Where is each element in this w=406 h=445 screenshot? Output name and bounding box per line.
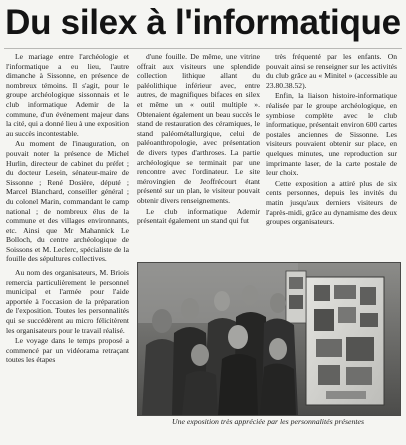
paragraph-organisers: Au nom des organisateurs, M. Briois remercia particulièrement le personnel municipal et l'armée pour l'aide apportée à l'occasion de la préparation de l'exposition. Toutes les personnalités qui se succédèrent au micro félicitèrent les organisateurs pour le travail réalisé. (6, 268, 129, 335)
display-panel (306, 277, 384, 405)
paragraph-inauguration: Au moment de l'inauguration, on pouvait noter la présence de Michel Hurlin, directeur de cabinet du préfet ; du docteur Lesein, sénateur-maire de Sissonne ; René Dosière, député ; Marcel Blanchard, conseiller général ; du colonel Marin, commandant le camp national ; de nombreux élus de la commune et des villages environnants, etc. Ainsi que Mr Mahannick Le Bolloch, du centre archéologique de Soissons et M. Leclerc, spécialiste de la fouille des sépultures collectives. (6, 139, 129, 264)
exhibition-photo (137, 262, 401, 416)
paragraph-intro: Le mariage entre l'archéologie et l'informatique a eu lieu, l'autre dimanche à Sissonne, en présence de nombreux témoins. Il s'agit, pour le groupe archéologique sissonnais et le club informatique Ademir de la commune, d'un événement majeur dans la cité, qui a donné lieu à une exposition au succès incontestable. (6, 52, 129, 138)
article-column-right (266, 52, 397, 260)
paragraph-collection: d'une fouille. De même, une vitrine offrait aux visiteurs une splendide collection lithique allant du paléolithique inférieur avec, entre autres, de magnifiques bifaces en silex et même un « outil multiple ». Obtenaient également un beau succès le stand de restauration des céramiques, le stand paléométallurgique, celui de paléoanthropologie, avec présentation de divers types d'arthroses. La partie archéologique se terminait par une rencontre avec l'ordinateur. Le site mérovingien de Jeoffrécourt étant présenté sur un plan, le visiteur pouvait obtenir divers renseignements. (137, 52, 260, 205)
photo-caption: Une exposition très appréciée par les personnalités présentes (171, 417, 365, 426)
paragraph-club: Le club informatique Ademir présentait également un stand qui fut (137, 206, 260, 226)
article-headline: Du silex à l'informatique (5, 3, 401, 42)
article-column-left (6, 52, 129, 438)
headline-rule (4, 48, 402, 49)
paragraph-attendance: Cette exposition a attiré plus de six cents personnes, depuis les invités du matin jusqu'aux derniers visiteurs de l'après-midi, grâce au dynamisme des deux groupes organisateurs. (266, 178, 397, 227)
exhibition-photo-image (138, 263, 400, 415)
article-column-middle (137, 52, 260, 258)
paragraph-voyage: Le voyage dans le temps proposé a commencé par un vidéorama retraçant toutes les étapes (6, 336, 129, 365)
paragraph-minitel: très fréquenté par les enfants. On pouvait ainsi se renseigner sur les activités du club grâce au « Minitel » (accessible au 23.80.38.52). (266, 52, 397, 90)
paragraph-postcards: Enfin, la liaison histoire-informatique réalisée par le groupe archéologique, en symbiose complète avec le club informatique, présentait environ 600 cartes postales anciennes de Sissonne. Les visiteurs pouvaient obtenir sur place, en quelques minutes, une reproduction sur imprimante laser, de la carte postale de leur choix. (266, 91, 397, 178)
